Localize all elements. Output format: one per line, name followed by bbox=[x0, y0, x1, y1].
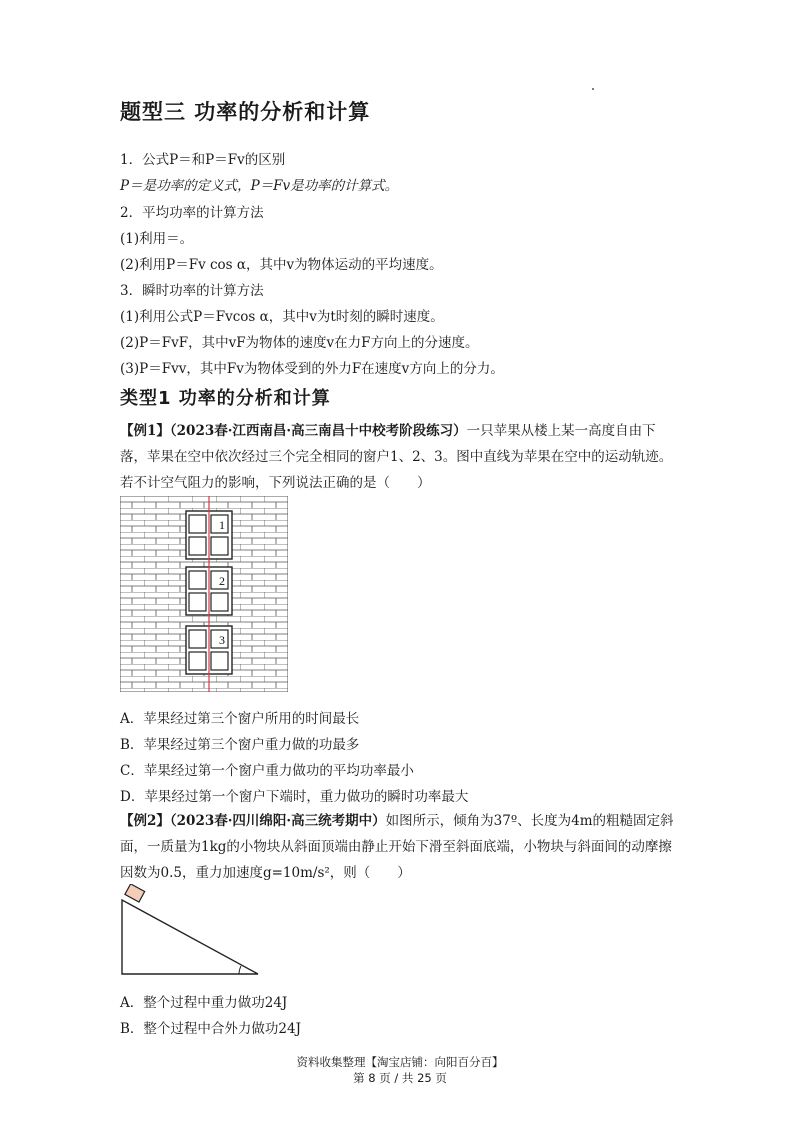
example-2-source: （2023春·四川绵阳·高三统考期中） bbox=[169, 813, 386, 829]
point-2-a: (1)利用＝。 bbox=[120, 231, 194, 247]
sliding-block bbox=[125, 884, 145, 902]
point-3-c: (3)P＝Fvv，其中Fv为物体受到的外力F在速度v方向上的分力。 bbox=[120, 361, 504, 377]
example-1-option-c: C．苹果经过第一个窗户重力做功的平均功率最小 bbox=[120, 763, 414, 779]
example-2-stem bbox=[120, 808, 680, 886]
point-3-title: 3．瞬时功率的计算方法 bbox=[120, 283, 264, 299]
example-1-text: 一只苹果从楼上某一高度自由下落，苹果在空中依次经过三个完全相同的窗户1、2、3。图中直线为苹果在空中的运动轨迹。若不计空气阻力的影响，下列说法正确的是（ ） bbox=[120, 423, 673, 491]
speck bbox=[592, 88, 594, 90]
example-2-option-a: A．整个过程中重力做功24J bbox=[120, 995, 288, 1011]
point-2-b: (2)利用P＝Fv cos α，其中v为物体运动的平均速度。 bbox=[120, 257, 443, 273]
window-1-label: 1 bbox=[219, 518, 225, 532]
point-3-b: (2)P＝FvF，其中vF为物体的速度v在力F方向上的分速度。 bbox=[120, 335, 479, 351]
example-1-tag: 【例1】 bbox=[120, 423, 170, 439]
example-1-option-d: D．苹果经过第一个窗户下端时，重力做功的瞬时功率最大 bbox=[120, 789, 469, 805]
page-title: 题型三 功率的分析和计算 bbox=[120, 100, 371, 124]
example-2-option-b: B．整个过程中合外力做功24J bbox=[120, 1021, 302, 1037]
incline-figure bbox=[118, 884, 268, 980]
example-2-tag: 【例2】 bbox=[120, 813, 170, 829]
page-number: 第 8 页 / 共 25 页 bbox=[353, 1071, 447, 1085]
example-1-option-a: A．苹果经过第三个窗户所用的时间最长 bbox=[120, 711, 360, 727]
example-1-source: （2023春·江西南昌·高三南昌十中校考阶段练习） bbox=[169, 423, 467, 439]
example-2-text: 如图所示，倾角为37º、长度为4m的粗糙固定斜面，一质量为1kg的小物块从斜面顶端由静止开始下滑至斜面底端，小物块与斜面间的动摩擦因数为0.5，重力加速度g=10m/s²，则（ ） bbox=[120, 813, 674, 881]
footer-source: 资料收集整理【淘宝店铺：向阳百分百】 bbox=[296, 1055, 504, 1069]
point-2-title: 2．平均功率的计算方法 bbox=[120, 205, 264, 221]
brick-wall-figure bbox=[120, 496, 288, 692]
point-1-body: P＝是功率的定义式，P＝Fv是功率的计算式。 bbox=[120, 178, 399, 194]
point-1-title: 1．公式P＝和P＝Fv的区别 bbox=[120, 152, 286, 168]
section-title: 类型1 功率的分析和计算 bbox=[120, 388, 331, 409]
incline-triangle bbox=[122, 900, 258, 974]
window-2-label: 2 bbox=[219, 574, 225, 588]
window-3-label: 3 bbox=[219, 633, 225, 647]
example-1-option-b: B．苹果经过第三个窗户重力做的功最多 bbox=[120, 737, 360, 753]
point-3-a: (1)利用公式P＝Fvcos α，其中v为t时刻的瞬时速度。 bbox=[120, 309, 444, 325]
example-1-stem bbox=[120, 418, 680, 496]
